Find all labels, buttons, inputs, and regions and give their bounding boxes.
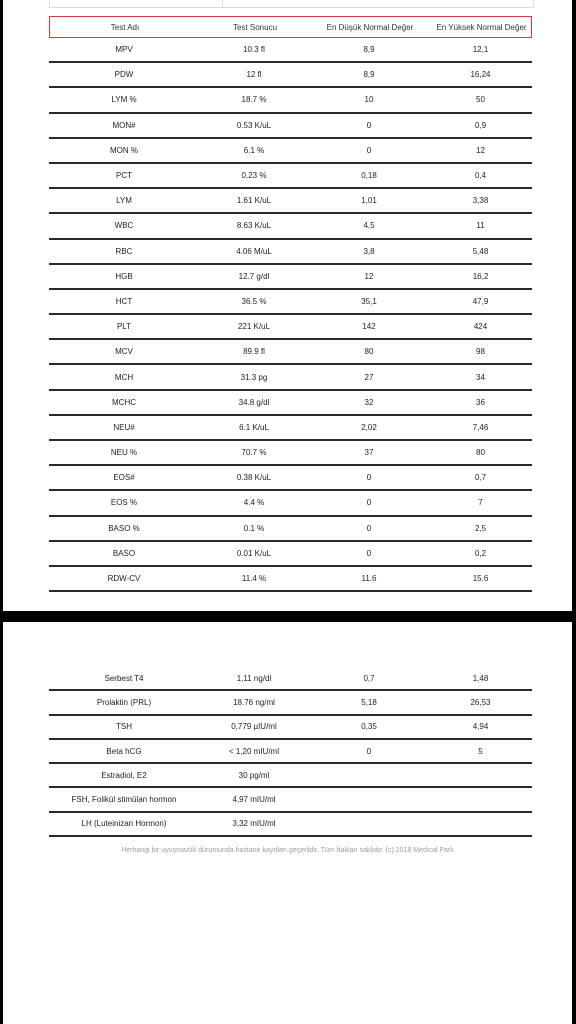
table-row (49, 667, 532, 691)
max-normal-cell: 1,48 (472, 673, 489, 683)
test-result-cell: 3,32 mIU/ml (232, 819, 276, 829)
max-normal-cell (429, 788, 532, 810)
table-row (49, 290, 532, 315)
max-normal-cell: 15.6 (472, 574, 489, 584)
min-normal-cell: 0 (366, 548, 372, 558)
min-normal-cell: 0 (366, 523, 372, 533)
test-name-cell: EOS % (110, 498, 138, 508)
max-normal-cell: 26,53 (470, 697, 491, 707)
table-row (49, 88, 532, 113)
max-normal-cell: 5 (478, 746, 483, 756)
table-row (49, 365, 532, 390)
test-result-cell: 18.7 % (241, 95, 267, 105)
max-normal-cell: 3,38 (472, 196, 489, 206)
test-name-cell: PCT (116, 171, 132, 181)
test-name-cell: FSH, Folikül stimülan hormon (71, 795, 177, 805)
table-header-row (49, 16, 532, 38)
test-name-cell: RDW-CV (107, 574, 141, 584)
table-row (49, 567, 532, 592)
test-result-cell: 1,11 ng/dl (236, 673, 272, 683)
min-normal-cell: 3,8 (363, 246, 375, 256)
test-name-cell: MON# (112, 120, 136, 130)
test-name-cell: Estradiol, E2 (101, 770, 147, 780)
test-result-cell: 221 K/uL (237, 322, 271, 332)
test-result-cell: 12 fl (246, 70, 262, 80)
test-name-cell: EOS# (113, 473, 135, 483)
test-name-cell: RBC (115, 246, 133, 256)
hormone-table (49, 667, 532, 837)
min-normal-cell (309, 788, 429, 810)
table-row (49, 340, 532, 365)
test-name-cell: HCT (115, 296, 133, 306)
min-normal-cell: 0,7 (363, 673, 375, 683)
max-normal-cell: 36 (476, 397, 485, 407)
test-result-cell: 11.4 % (241, 574, 267, 584)
test-name-cell: WBC (114, 221, 134, 231)
test-name-cell: BASO % (108, 523, 140, 533)
test-name-cell: LYM % (111, 95, 137, 105)
test-result-cell: 6.1 K/uL (239, 422, 269, 432)
test-result-cell: 6.1 % (243, 145, 265, 155)
max-normal-cell: 12,1 (472, 45, 489, 55)
min-normal-cell: 2,02 (361, 422, 377, 432)
min-normal-cell: 0 (366, 120, 372, 130)
min-normal-cell: 0 (366, 498, 372, 508)
min-normal-cell: 37 (364, 448, 374, 458)
header-min-normal: En Düşük Normal Değer (326, 22, 414, 32)
hemogram-table (49, 0, 532, 592)
min-normal-cell: 8,9 (363, 70, 375, 80)
test-result-cell: 0.53 K/uL (236, 120, 272, 130)
min-normal-cell: 35,1 (361, 296, 377, 306)
test-result-cell: 31.3 pg (240, 372, 268, 382)
test-name-cell: MCV (115, 347, 133, 357)
test-name-cell: Serbest T4 (104, 673, 144, 683)
min-normal-cell: 0,18 (361, 171, 377, 181)
table-row (49, 764, 532, 788)
table-row (49, 788, 532, 812)
test-result-cell: 70.7 % (241, 448, 267, 458)
table-row (49, 63, 532, 88)
min-normal-cell: 4,5 (363, 221, 375, 231)
max-normal-cell: 4,94 (472, 722, 489, 732)
table-row (49, 740, 532, 764)
header-test-result: Test Sonucu (232, 22, 278, 32)
test-result-cell: 30 pg/ml (238, 770, 270, 780)
test-name-cell: MCHC (112, 397, 136, 407)
max-normal-cell: 11 (476, 221, 485, 231)
test-result-cell: 1.61 K/uL (236, 196, 272, 206)
max-normal-cell: 12 (476, 145, 485, 155)
report-page-bottom (3, 622, 572, 1024)
table-row (49, 114, 532, 139)
table-row (49, 441, 532, 466)
header-max-normal: En Yüksek Normal Değer (436, 22, 527, 32)
test-name-cell: MPV (115, 45, 133, 55)
max-normal-cell: 50 (476, 95, 485, 105)
max-normal-cell: 16,24 (470, 70, 491, 80)
test-result-cell: 0.38 K/uL (236, 473, 272, 483)
min-normal-cell: 0 (366, 746, 372, 756)
test-name-cell: TSH (116, 722, 132, 732)
min-normal-cell: 0 (366, 473, 372, 483)
table-row (49, 38, 532, 63)
test-name-cell: PDW (114, 70, 134, 80)
min-normal-cell (309, 764, 429, 786)
table-row (49, 517, 532, 542)
report-page-top (3, 0, 572, 611)
test-result-cell: 12.7 g/dl (238, 271, 270, 281)
max-normal-cell: 0,9 (474, 120, 487, 130)
test-result-cell: 4.06 M/uL (236, 246, 272, 256)
table-row (49, 466, 532, 491)
test-result-cell: 89.9 fl (243, 347, 265, 357)
test-result-cell: < 1,20 mIU/ml (228, 746, 279, 756)
table-row (49, 716, 532, 740)
test-name-cell: NEU % (110, 448, 138, 458)
test-result-cell: 4.4 % (243, 498, 265, 508)
max-normal-cell: 0,2 (474, 548, 487, 558)
table-row (49, 164, 532, 189)
min-normal-cell: 8,9 (363, 45, 375, 55)
table-row (49, 391, 532, 416)
table-row (49, 542, 532, 567)
header-test-name: Test Adı (110, 22, 140, 32)
test-name-cell: LYM (116, 196, 132, 206)
test-name-cell: MCH (114, 372, 134, 382)
min-normal-cell: 11.6 (361, 574, 377, 584)
footer-disclaimer: Herhangi bir uyuşmazlık durumunda hastane kayıtları geçerlidir. Tüm hakları saklıdır. (c) 2018 Medical Park (121, 847, 454, 854)
max-normal-cell: 5,48 (472, 246, 489, 256)
test-result-cell: 0,779 µIU/ml (231, 722, 277, 732)
table-row (49, 265, 532, 290)
table-row (49, 240, 532, 265)
max-normal-cell: 16,2 (472, 271, 489, 281)
test-name-cell: LH (Luteinizan Hormon) (81, 819, 167, 829)
max-normal-cell: 2,5 (474, 523, 487, 533)
test-name-cell: PLT (116, 322, 132, 332)
max-normal-cell: 7,46 (472, 422, 489, 432)
table-row (49, 139, 532, 164)
table-row (49, 315, 532, 340)
max-normal-cell: 47,9 (472, 296, 489, 306)
min-normal-cell: 10 (364, 95, 374, 105)
min-normal-cell (309, 813, 429, 835)
test-result-cell: 8.63 K/uL (236, 221, 272, 231)
min-normal-cell: 0,35 (361, 722, 377, 732)
min-normal-cell: 142 (362, 322, 376, 332)
test-name-cell: Prolaktin (PRL) (96, 697, 152, 707)
test-result-cell: 0.1 % (243, 523, 265, 533)
max-normal-cell: 7 (478, 498, 483, 508)
test-name-cell: MON % (110, 145, 138, 155)
max-normal-cell (429, 764, 532, 786)
max-normal-cell: 34 (476, 372, 485, 382)
max-normal-cell: 98 (476, 347, 485, 357)
test-result-cell: 34.8 g/dl (238, 397, 270, 407)
test-result-cell: 10.3 fl (243, 45, 265, 55)
min-normal-cell: 5,18 (361, 697, 377, 707)
table-row (49, 813, 532, 837)
max-normal-cell (429, 813, 532, 835)
min-normal-cell: 80 (364, 347, 374, 357)
max-normal-cell: 80 (476, 448, 485, 458)
test-name-cell: NEU# (113, 422, 135, 432)
min-normal-cell: 0 (366, 145, 372, 155)
min-normal-cell: 32 (364, 397, 374, 407)
table-row (49, 491, 532, 516)
max-normal-cell: 424 (473, 322, 488, 332)
table-row (49, 214, 532, 239)
min-normal-cell: 1,01 (361, 196, 377, 206)
test-result-cell: 0.23 % (241, 171, 267, 181)
test-result-cell: 0.01 K/uL (236, 548, 272, 558)
test-result-cell: 18.76 ng/ml (233, 697, 275, 707)
min-normal-cell: 12 (364, 271, 374, 281)
min-normal-cell: 27 (364, 372, 374, 382)
max-normal-cell: 0,4 (474, 171, 487, 181)
test-result-cell: 4,97 mIU/ml (232, 795, 276, 805)
test-name-cell: Beta hCG (106, 746, 142, 756)
test-name-cell: HGB (115, 271, 133, 281)
test-result-cell: 36.5 % (241, 296, 267, 306)
table-row (49, 189, 532, 214)
table-row (49, 416, 532, 441)
max-normal-cell: 0,7 (474, 473, 487, 483)
test-name-cell: BASO (112, 548, 136, 558)
table-row (49, 691, 532, 715)
